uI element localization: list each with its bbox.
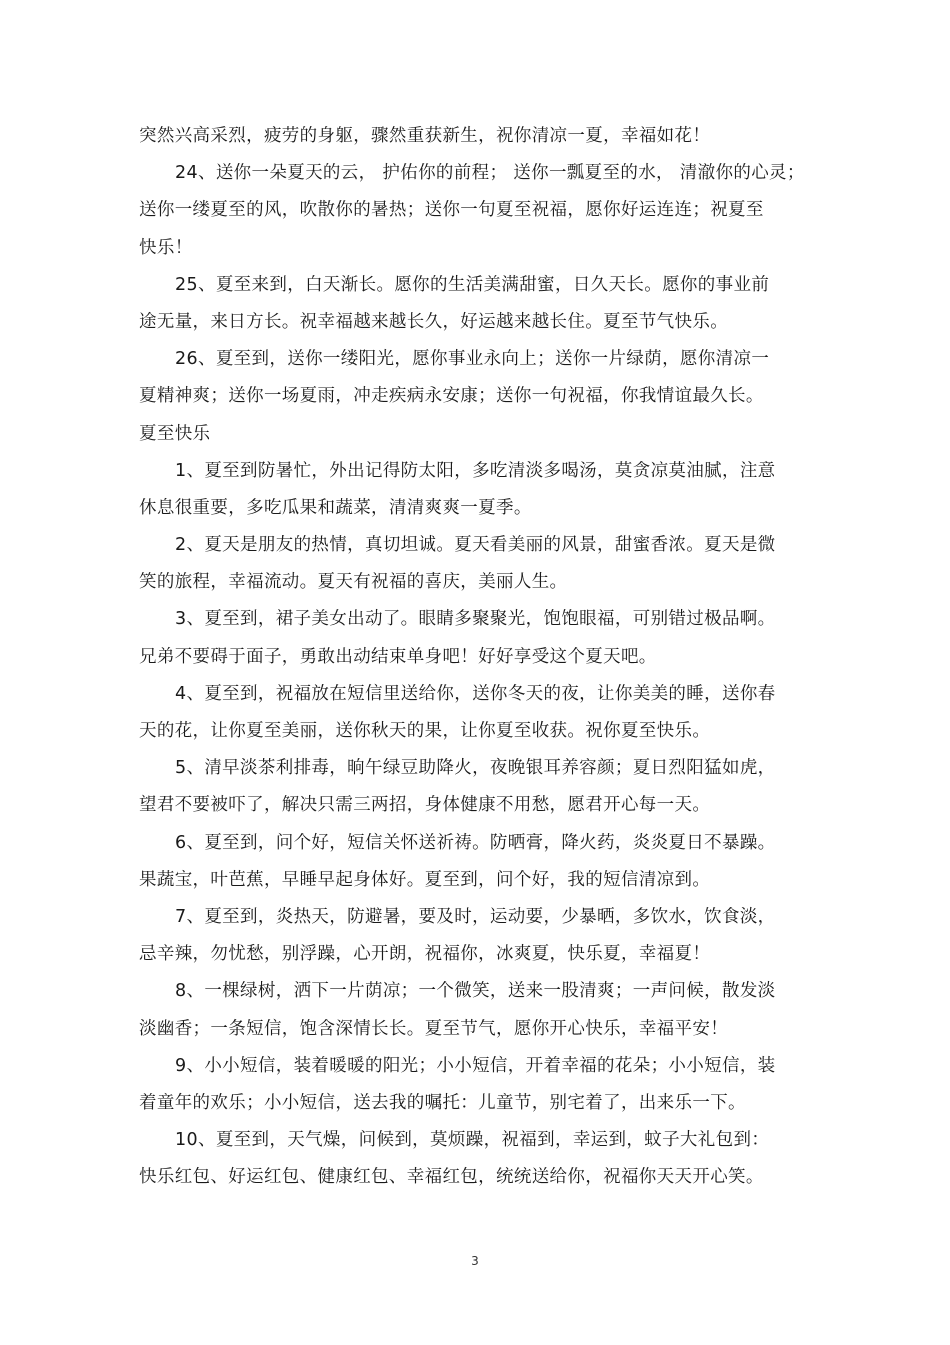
text-line: 26、夏至到，送你一缕阳光，愿你事业永向上；送你一片绿荫，愿你清凉一 [175,349,770,370]
text-line: 5、清早淡茶利排毒，晌午绿豆助降火，夜晚银耳养容颜；夏日烈阳猛如虎， [175,758,776,779]
text-line: 7、夏至到，炎热天，防避暑，要及时，运动要，少暴晒，多饮水，饮食淡， [175,906,776,927]
text-line: 25、夏至来到，白天渐长。愿你的生活美满甜蜜，日久天长。愿你的事业前 [175,274,770,295]
text-line: 途无量，来日方长。祝幸福越来越长久，好运越来越长住。夏至节气快乐。 [139,311,729,332]
text-line: 果蔬宝，叶芭蕉，早睡早起身体好。夏至到，问个好，我的短信清凉到。 [139,869,711,890]
text-line: 着童年的欢乐；小小短信，送去我的嘱托：儿童节，别宅着了，出来乐一下。 [139,1092,746,1113]
text-line: 天的花，让你夏至美丽，送你秋天的果，让你夏至收获。祝你夏至快乐。 [139,721,711,741]
text-line: 快乐红包、好运红包、健康红包、幸福红包，统统送给你，祝福你天天开心笑。 [139,1167,764,1188]
text-line: 6、夏至到，问个好，短信关怀送祈祷。防晒膏，降火药，炎炎夏日不暴躁。 [175,832,776,853]
text-line: 兄弟不要碍于面子，勇敢出动结束单身吧！好好享受这个夏天吧。 [139,646,657,667]
text-line: 9、小小短信，装着暖暖的阳光；小小短信，开着幸福的花朵；小小短信，装 [175,1055,776,1076]
text-line: 淡幽香；一条短信，饱含深情长长。夏至节气，愿你开心快乐，幸福平安！ [139,1018,729,1039]
text-line: 2、夏天是朋友的热情，真切坦诚。夏天看美丽的风景，甜蜜香浓。夏天是微 [175,535,776,556]
text-line: 笑的旅程，幸福流动。夏天有祝福的喜庆，美丽人生。 [139,572,568,593]
text-line: 忌辛辣，勿忧愁，别浮躁，心开朗，祝福你，冰爽夏，快乐夏，幸福夏！ [139,944,711,965]
text-line: 1、夏至到防暑忙，外出记得防太阳，多吃清淡多喝汤，莫贪凉莫油腻，注意 [175,460,776,481]
text-line: 送你一缕夏至的风，吹散你的暑热；送你一句夏至祝福，愿你好运连连；祝夏至 [139,200,764,221]
text-line: 望君不要被吓了，解决只需三两招，身体健康不用愁，愿君开心每一天。 [139,795,711,816]
document-body [139,118,819,1196]
text-line: 夏精神爽；送你一场夏雨，冲走疾病永安康；送你一句祝福，你我情谊最久长。 [139,386,764,407]
text-line: 休息很重要，多吃瓜果和蔬菜，清清爽爽一夏季。 [139,497,532,518]
text-line: 8、一棵绿树，洒下一片荫凉；一个微笑，送来一股清爽；一声问候，散发淡 [175,981,776,1002]
text-line: 24、送你一朵夏天的云， 护佑你的前程； 送你一瓢夏至的水， 清澈你的心灵； [175,163,805,184]
text-line: 4、夏至到，祝福放在短信里送给你，送你冬天的夜，让你美美的睡，送你春 [175,683,776,704]
text-line: 10、夏至到，天气燥，问候到，莫烦躁，祝福到，幸运到，蚊子大礼包到： [175,1130,770,1151]
text-line: 夏至快乐 [139,423,211,444]
text-line: 快乐！ [139,237,193,258]
text-line: 突然兴高采烈，疲劳的身躯，骤然重获新生，祝你清凉一夏，幸福如花！ [139,126,711,146]
text-line: 3、夏至到，裙子美女出动了。眼睛多聚聚光，饱饱眼福，可别错过极品啊。 [175,609,776,630]
page-number: 3 [471,1254,479,1268]
